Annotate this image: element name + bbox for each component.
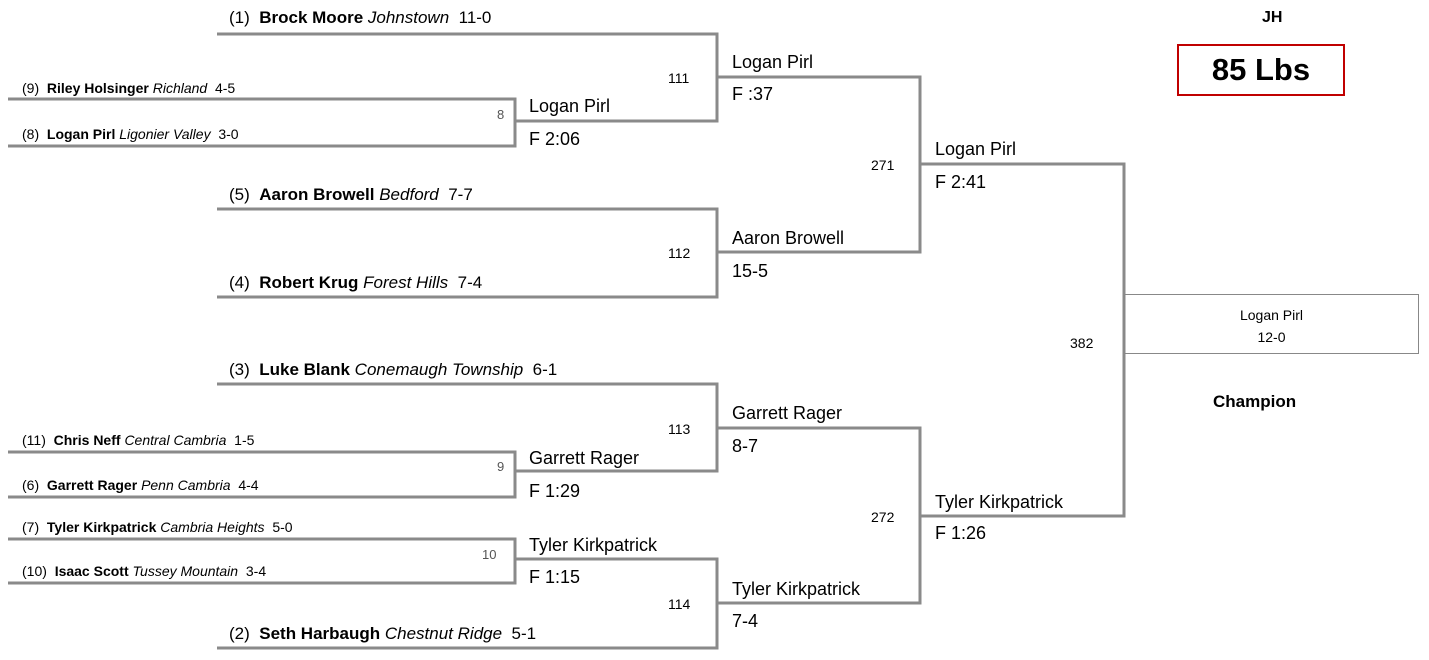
entrant-seed: (1) bbox=[229, 8, 250, 27]
entrant-team: Forest Hills bbox=[363, 273, 449, 292]
bout-number-112: 112 bbox=[668, 245, 691, 261]
entrant-team: Cambria Heights bbox=[160, 519, 265, 535]
entrant-seth-harbaugh bbox=[229, 625, 536, 642]
entrant-luke-blank bbox=[229, 361, 557, 378]
line-entrant-brock-moore bbox=[214, 34, 717, 121]
entrant-team: Johnstown bbox=[367, 8, 450, 27]
entrant-robert-krug bbox=[229, 274, 482, 291]
entrant-seed: (7) bbox=[22, 519, 40, 535]
champion-name: Logan Pirl bbox=[1239, 307, 1304, 323]
entrant-team: Richland bbox=[152, 80, 208, 96]
entrant-record: 3-0 bbox=[218, 126, 239, 142]
entrant-name: Chris Neff bbox=[53, 432, 121, 448]
entrant-name: Tyler Kirkpatrick bbox=[46, 519, 157, 535]
entrant-record: 7-7 bbox=[448, 185, 473, 204]
entrant-brock-moore bbox=[229, 9, 491, 26]
entrant-team: Penn Cambria bbox=[141, 477, 231, 493]
prelim-9-winner: Garrett Rager bbox=[529, 448, 640, 468]
entrant-name: Riley Holsinger bbox=[46, 80, 149, 96]
entrant-record: 6-1 bbox=[532, 360, 558, 379]
bout-number-114: 114 bbox=[668, 596, 691, 612]
bout-number-9: 9 bbox=[497, 459, 505, 474]
entrant-logan-pirl bbox=[22, 127, 239, 141]
prelim-10-winner: Tyler Kirkpatrick bbox=[529, 535, 658, 555]
champion-record: 12-0 bbox=[1257, 329, 1286, 345]
entrant-name: Garrett Rager bbox=[46, 477, 138, 493]
entrant-record: 7-4 bbox=[457, 273, 483, 292]
qf-114-winner: Tyler Kirkpatrick bbox=[732, 579, 861, 599]
qf-111-winner: Logan Pirl bbox=[732, 52, 814, 72]
bout-number-382: 382 bbox=[1070, 335, 1094, 351]
entrant-seed: (9) bbox=[22, 80, 40, 96]
entrant-seed: (3) bbox=[229, 360, 250, 379]
entrant-isaac-scott bbox=[22, 564, 266, 578]
champion-box bbox=[1124, 294, 1419, 354]
bout-number-272: 272 bbox=[871, 509, 895, 525]
qf-113-result: 8-7 bbox=[732, 436, 759, 456]
entrant-riley-holsinger bbox=[22, 81, 235, 95]
prelim-10-result: F 1:15 bbox=[529, 567, 581, 587]
qf-113-winner: Garrett Rager bbox=[732, 403, 843, 423]
prelim-8-winner: Logan Pirl bbox=[529, 96, 611, 116]
bout-number-113: 113 bbox=[668, 421, 691, 437]
entrant-name: Aaron Browell bbox=[259, 185, 375, 204]
entrant-team: Ligonier Valley bbox=[119, 126, 211, 142]
prelim-9-result: F 1:29 bbox=[529, 481, 581, 501]
line-sf-271-winner bbox=[920, 164, 1124, 516]
level-label: JH bbox=[1262, 9, 1283, 26]
entrant-name: Seth Harbaugh bbox=[259, 624, 381, 643]
sf-272-winner: Tyler Kirkpatrick bbox=[935, 492, 1064, 512]
entrant-team: Central Cambria bbox=[124, 432, 227, 448]
entrant-seed: (6) bbox=[22, 477, 40, 493]
sf-272-result: F 1:26 bbox=[935, 523, 987, 543]
entrant-seed: (2) bbox=[229, 624, 250, 643]
entrant-team: Bedford bbox=[379, 185, 439, 204]
entrant-record: 5-1 bbox=[511, 624, 537, 643]
entrant-team: Chestnut Ridge bbox=[384, 624, 503, 643]
entrant-garrett-rager bbox=[22, 478, 259, 492]
entrant-name: Luke Blank bbox=[259, 360, 350, 379]
entrant-name: Brock Moore bbox=[259, 8, 364, 27]
entrant-name: Robert Krug bbox=[259, 273, 359, 292]
line-entrant-luke-blank bbox=[217, 384, 717, 474]
entrant-team: Tussey Mountain bbox=[132, 563, 239, 579]
qf-114-result: 7-4 bbox=[732, 611, 759, 631]
qf-112-result: 15-5 bbox=[732, 261, 769, 281]
sf-271-result: F 2:41 bbox=[935, 172, 987, 192]
entrant-team: Conemaugh Township bbox=[354, 360, 524, 379]
qf-111-result: F :37 bbox=[732, 84, 774, 104]
entrant-record: 3-4 bbox=[245, 563, 267, 579]
entrant-name: Isaac Scott bbox=[54, 563, 129, 579]
entrant-record: 4-4 bbox=[238, 477, 259, 493]
champion-title: Champion bbox=[1213, 392, 1297, 411]
entrant-record: 4-5 bbox=[214, 80, 236, 96]
weight-class-box bbox=[1177, 44, 1345, 96]
bout-number-10: 10 bbox=[482, 547, 497, 562]
bout-number-8: 8 bbox=[497, 107, 505, 122]
qf-112-winner: Aaron Browell bbox=[732, 228, 845, 248]
entrant-record: 5-0 bbox=[272, 519, 293, 535]
bout-number-111: 111 bbox=[668, 70, 690, 86]
entrant-tyler-kirkpatrick bbox=[22, 520, 293, 534]
entrant-seed: (4) bbox=[229, 273, 250, 292]
entrant-seed: (5) bbox=[229, 185, 250, 204]
entrant-seed: (11) bbox=[22, 432, 46, 448]
entrant-record: 11-0 bbox=[458, 8, 492, 27]
entrant-name: Logan Pirl bbox=[46, 126, 116, 142]
bout-number-271: 271 bbox=[871, 157, 895, 173]
weight-class-label: 85 Lbs bbox=[1211, 52, 1311, 87]
sf-271-winner: Logan Pirl bbox=[935, 139, 1017, 159]
prelim-8-result: F 2:06 bbox=[529, 129, 581, 149]
entrant-seed: (10) bbox=[22, 563, 47, 579]
entrant-aaron-browell bbox=[229, 186, 473, 203]
entrant-record: 1-5 bbox=[234, 432, 255, 448]
entrant-seed: (8) bbox=[22, 126, 40, 142]
entrant-chris-neff bbox=[22, 433, 254, 447]
